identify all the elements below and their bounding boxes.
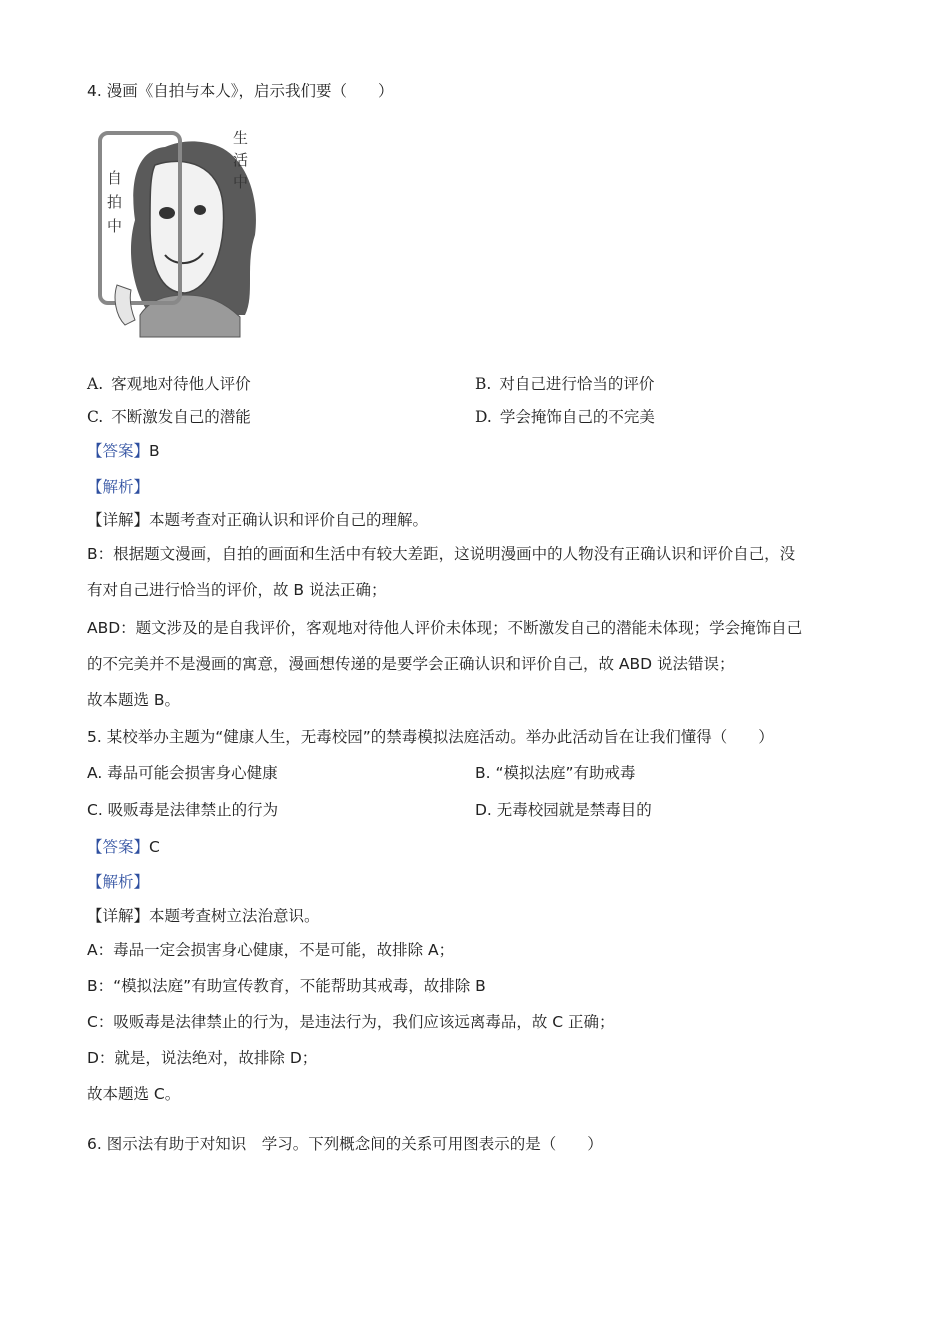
q5-detail-line-6: 故本题选 C。 [87,1085,181,1103]
life-text-3: 中 [233,173,249,191]
question-4-stem: 4. 漫画《自拍与本人》，启示我们要（ ） [87,82,394,100]
q4-option-b-text: 对自己进行恰当的评价 [499,375,655,393]
q4-answer-tag: 【答案】 [87,442,150,460]
q4-option-a-label: A. [87,375,104,393]
q4-answer-value: B [149,442,160,460]
q5-detail-line-3: B：“模拟法庭”有助宣传教育，不能帮助其戒毒，故排除 B [87,977,486,995]
selfie-cartoon-image [95,125,260,340]
phone-text-3: 中 [107,217,123,235]
phone-text-1: 自 [107,169,123,187]
q4-option-a-text: 客观地对待他人评价 [111,375,251,393]
q4-answer [87,440,160,462]
q5-detail-line-2: A：毒品一定会损害身心健康，不是可能，故排除 A； [87,941,455,959]
q5-analysis-tag: 【解析】 [87,873,150,891]
q4-detail-line-2: B：根据题文漫画，自拍的画面和生活中有较大差距，这说明漫画中的人物没有正确认识和评价自己，没 [87,545,796,563]
q4-option-d [475,406,655,428]
q5-option-b: B. “模拟法庭”有助戒毒 [475,764,636,782]
q4-detail-line-4: ABD：题文涉及的是自我评价，客观地对待他人评价未体现；不断激发自己的潜能未体现；学会掩饰自己 [87,619,803,637]
q4-option-b-label: B. [475,375,492,393]
q5-option-c: C. 吸贩毒是法律禁止的行为 [87,801,279,819]
q4-option-c [87,406,251,428]
q5-detail-line-4: C：吸贩毒是法律禁止的行为，是违法行为，我们应该远离毒品，故 C 正确； [87,1013,615,1031]
q5-answer-tag: 【答案】 [87,838,150,856]
q4-detail-line-1: 【详解】本题考查对正确认识和评价自己的理解。 [87,511,429,529]
question-6-stem: 6. 图示法有助于对知识 学习。下列概念间的关系可用图表示的是（ ） [87,1135,603,1153]
q4-option-d-text: 学会掩饰自己的不完美 [499,408,655,426]
q5-answer-value: C [149,838,160,856]
question-5-stem: 5. 某校举办主题为“健康人生，无毒校园”的禁毒模拟法庭活动。举办此活动旨在让我们懂得（ ） [87,728,774,746]
q4-option-a [87,373,251,395]
q4-option-c-text: 不断激发自己的潜能 [111,408,251,426]
q5-answer [87,836,160,858]
life-text-2: 活 [233,151,249,169]
q4-detail-line-5: 的不完美并不是漫画的寓意，漫画想传递的是要学会正确认识和评价自己，故 ABD 说法错误； [87,655,735,673]
life-text-1: 生 [233,129,249,147]
q4-analysis-tag: 【解析】 [87,478,150,496]
q4-option-d-label: D. [475,408,492,426]
q5-detail-line-1: 【详解】本题考查树立法治意识。 [87,907,320,925]
q4-option-c-label: C. [87,408,104,426]
q4-detail-line-6: 故本题选 B。 [87,691,181,709]
q5-option-d: D. 无毒校园就是禁毒目的 [475,801,652,819]
q5-option-a: A. 毒品可能会损害身心健康 [87,764,278,782]
q4-detail-line-3: 有对自己进行恰当的评价，故 B 说法正确； [87,581,387,599]
phone-text-2: 拍 [107,193,123,211]
q4-option-b [475,373,654,395]
q5-detail-line-5: D：就是，说法绝对，故排除 D； [87,1049,318,1067]
